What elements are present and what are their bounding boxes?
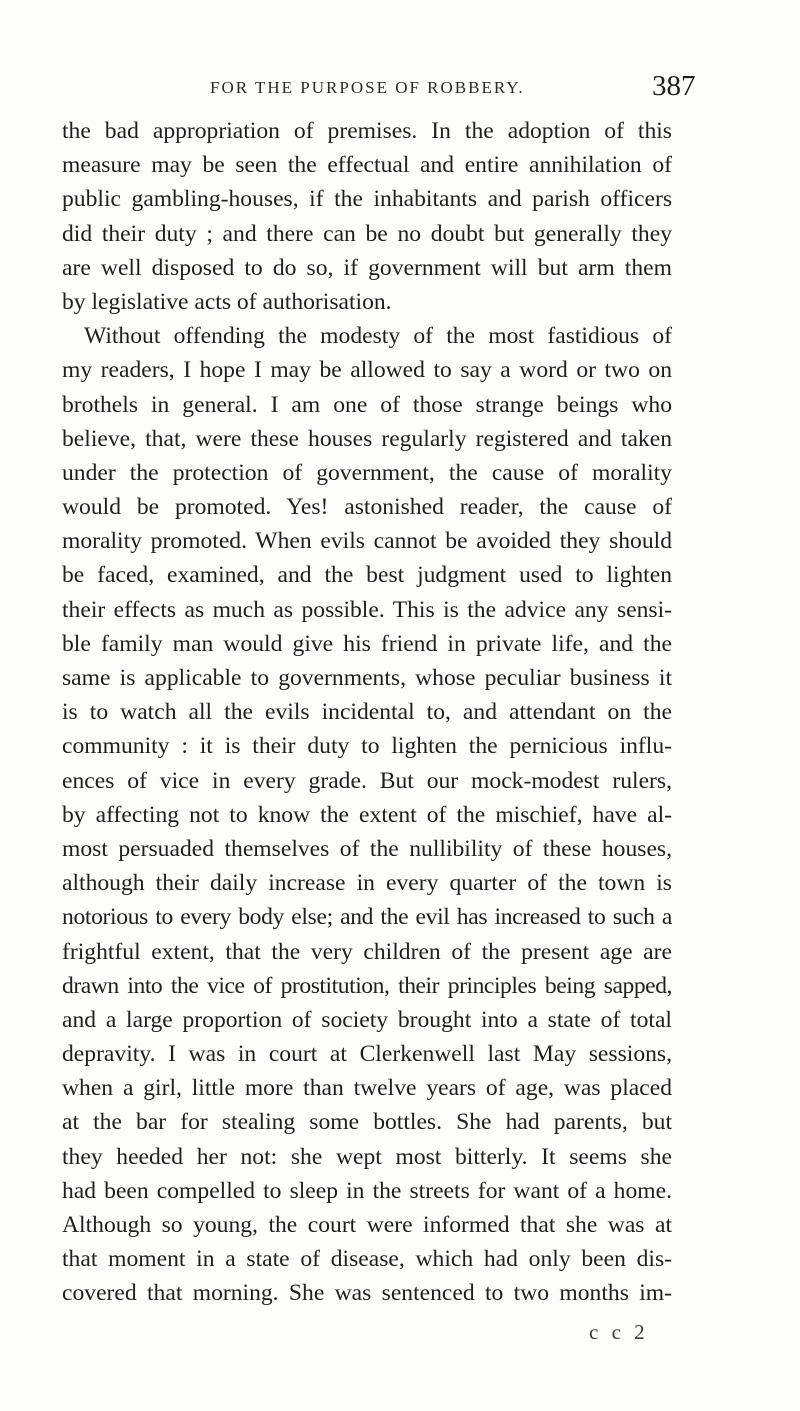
text-line: although their daily increase in every quarter of the town is: [62, 870, 672, 897]
text-line: drawn into the vice of prostitution, their principles being sapped,: [62, 972, 672, 999]
text-line: and a large proportion of society brought into a state of total: [62, 1006, 672, 1033]
text-line: would be promoted. Yes! astonished reader, the cause of: [62, 494, 672, 521]
text-line: the bad appropriation of premises. In the adoption of this: [62, 118, 672, 144]
body-text: [62, 114, 672, 1311]
text-line: measure may be seen the effectual and entire annihilation of: [62, 152, 672, 179]
text-line: by affecting not to know the extent of the mischief, have al-: [62, 801, 672, 828]
text-line: at the bar for stealing some bottles. She had parents, but: [62, 1109, 672, 1136]
text-line: when a girl, little more than twelve years of age, was placed: [62, 1075, 672, 1102]
text-line: did their duty ; and there can be no doubt but generally they: [62, 220, 672, 247]
text-line: that moment in a state of disease, which had only been dis-: [62, 1246, 672, 1273]
text-line: they heeded her not: she wept most bitterly. It seems she: [62, 1143, 672, 1170]
text-line: had been compelled to sleep in the streets for want of a home.: [62, 1177, 672, 1204]
running-head: [0, 70, 800, 110]
text-line: Without offending the modesty of the most fastidious of: [84, 323, 672, 350]
text-line: their effects as much as possible. This is the advice any sensi-: [62, 596, 672, 623]
text-line: by legislative acts of authorisation.: [62, 288, 392, 315]
text-line: community : it is their duty to lighten the pernicious influ-: [62, 733, 672, 760]
running-title: FOR THE PURPOSE OF ROBBERY.: [210, 78, 525, 97]
text-line: notorious to every body else; and the evil has increased to such a: [62, 904, 672, 931]
text-line: believe, that, were these houses regularly registered and taken: [62, 425, 672, 452]
page-number: 387: [652, 70, 696, 102]
text-line: my readers, I hope I may be allowed to say a word or two on: [62, 357, 672, 384]
text-line: be faced, examined, and the best judgment used to lighten: [62, 562, 672, 589]
text-line: Although so young, the court were informed that she was at: [62, 1212, 672, 1238]
text-line: morality promoted. When evils cannot be avoided they should: [62, 528, 672, 555]
text-line: frightful extent, that the very children of the present age are: [62, 938, 672, 965]
text-line: same is applicable to governments, whose peculiar business it: [62, 665, 672, 691]
text-line: under the protection of government, the cause of morality: [62, 459, 672, 486]
text-line: ences of vice in every grade. But our mock-modest rulers,: [62, 767, 672, 794]
signature-mark: c c 2: [589, 1320, 649, 1344]
text-line: most persuaded themselves of the nullibility of these houses,: [62, 835, 672, 862]
text-line: covered that morning. She was sentenced to two months im-: [62, 1280, 672, 1307]
text-line: brothels in general. I am one of those strange beings who: [62, 391, 672, 418]
text-line: ble family man would give his friend in private life, and the: [62, 630, 672, 657]
text-line: public gambling-houses, if the inhabitants and parish officers: [62, 186, 672, 213]
text-line: is to watch all the evils incidental to, and attendant on the: [62, 699, 672, 726]
text-line: are well disposed to do so, if government will but arm them: [62, 254, 672, 281]
text-line: depravity. I was in court at Clerkenwell last May sessions,: [62, 1041, 672, 1068]
